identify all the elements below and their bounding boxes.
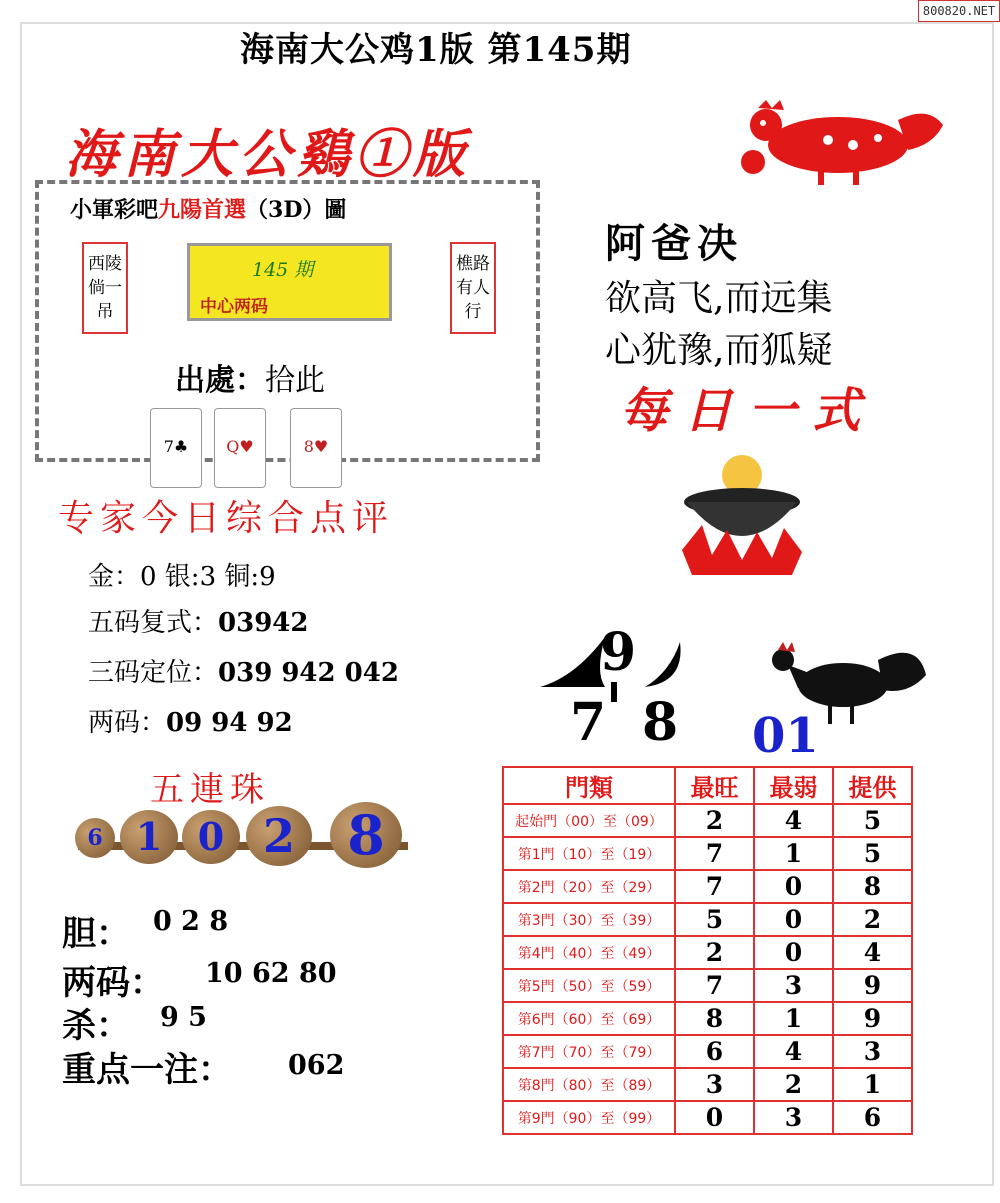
- source-line: [175, 355, 325, 399]
- two-code-line: [88, 702, 293, 739]
- black-rooster-icon: [758, 640, 928, 730]
- table-cell: 7: [675, 969, 754, 1002]
- door-range-cell: 第7門（70）至（79）: [503, 1035, 675, 1068]
- door-range-cell: 第4門（40）至（49）: [503, 936, 675, 969]
- three-code-label: 三码定位：: [88, 658, 219, 688]
- five-code-label: 五码复式：: [88, 608, 219, 638]
- table-row: [503, 837, 912, 870]
- cauldron-cartoon-icon: [672, 440, 812, 580]
- table-cell: 2: [833, 903, 912, 936]
- zd-value: 062: [288, 1050, 345, 1081]
- table-cell: 8: [833, 870, 912, 903]
- three-code-value: 039 942 042: [218, 658, 399, 688]
- table-cell: 0: [754, 936, 833, 969]
- table-row: [503, 936, 912, 969]
- table-cell: 2: [754, 1068, 833, 1101]
- box3d-title-black: 小軍彩吧: [70, 197, 159, 223]
- table-cell: 2: [675, 936, 754, 969]
- table-row: [503, 1002, 912, 1035]
- table-cell: 3: [675, 1068, 754, 1101]
- door-range-cell: 第1門（10）至（19）: [503, 837, 675, 870]
- sha-label: 杀：: [62, 1006, 130, 1046]
- table-header: 提供: [833, 767, 912, 804]
- table-cell: 1: [754, 837, 833, 870]
- left-vertical-label: 西陵倘一吊: [82, 242, 128, 334]
- table-cell: 3: [754, 1101, 833, 1134]
- door-range-cell: 起始門（00）至（09）: [503, 804, 675, 837]
- bead: 1: [120, 810, 178, 864]
- expert-review-title: 专家今日综合点评: [58, 498, 395, 539]
- door-range-cell: 第3門（30）至（39）: [503, 903, 675, 936]
- issue-number: 145 期: [252, 259, 314, 281]
- bead: 0: [182, 810, 240, 864]
- banner-title: 海南大公鷄①版: [65, 124, 472, 185]
- rooster-papercut-icon: [728, 100, 948, 185]
- page-title: 海南大公鸡1版 第145期: [240, 30, 632, 70]
- table-row: [503, 1101, 912, 1134]
- table-row: [503, 804, 912, 837]
- source-value: 拾此: [265, 363, 325, 398]
- door-range-cell: 第6門（60）至（69）: [503, 1002, 675, 1035]
- dan-label: 胆：: [62, 914, 130, 954]
- table-cell: 4: [833, 936, 912, 969]
- door-range-cell: 第8門（80）至（89）: [503, 1068, 675, 1101]
- digit-right: 8: [642, 692, 679, 753]
- table-row: [503, 903, 912, 936]
- source-label: 出處：: [175, 363, 265, 398]
- liang-value: 10 62 80: [205, 958, 337, 989]
- table-cell: 5: [675, 903, 754, 936]
- right-vertical-label: 樵路有人行: [450, 242, 496, 334]
- zd-line: [62, 1042, 232, 1091]
- blue-number: 01: [752, 708, 819, 764]
- door-range-cell: 第5門（50）至（59）: [503, 969, 675, 1002]
- liang-label: 两码：: [62, 963, 164, 1003]
- table-cell: 6: [675, 1035, 754, 1068]
- liang-line: [62, 955, 164, 1004]
- table-cell: 7: [675, 837, 754, 870]
- table-cell: 0: [754, 870, 833, 903]
- zd-label: 重点一注：: [62, 1050, 232, 1090]
- two-code-label: 两码：: [88, 708, 167, 738]
- table-row: [503, 1035, 912, 1068]
- table-header: 最弱: [754, 767, 833, 804]
- five-code-line: [88, 602, 308, 639]
- bead: 6: [75, 818, 115, 858]
- dan-line: [62, 906, 130, 955]
- five-code-value: 03942: [218, 608, 309, 638]
- table-cell: 5: [833, 837, 912, 870]
- table-cell: 5: [833, 804, 912, 837]
- door-range-cell: 第9門（90）至（99）: [503, 1101, 675, 1134]
- daily-formula-title: 每日一式: [620, 383, 877, 439]
- table-cell: 0: [675, 1101, 754, 1134]
- center-two-codes-label: 中心两码: [200, 297, 268, 317]
- three-code-line: [88, 652, 399, 689]
- table-header: 門類: [503, 767, 675, 804]
- five-bead-chain-title: 五連珠: [150, 770, 270, 810]
- table-header-row: [503, 767, 912, 804]
- playing-card: 8♥: [290, 408, 342, 488]
- sha-line: [62, 998, 130, 1047]
- poem-line-1: 欲高飞,而远集: [605, 278, 833, 319]
- table-row: [503, 1068, 912, 1101]
- table-cell: 4: [754, 804, 833, 837]
- table-cell: 4: [754, 1035, 833, 1068]
- table-cell: 0: [754, 903, 833, 936]
- box3d-title-paren: （3D）圖: [246, 197, 347, 223]
- playing-card: Q♥: [214, 408, 266, 488]
- table-row: [503, 969, 912, 1002]
- table-cell: 9: [833, 969, 912, 1002]
- bead: 2: [246, 806, 312, 866]
- table-cell: 1: [754, 1002, 833, 1035]
- digit-top: 9: [600, 622, 637, 683]
- table-header: 最旺: [675, 767, 754, 804]
- box3d-title: [70, 193, 346, 224]
- poem-line-2: 心犹豫,而狐疑: [605, 330, 833, 371]
- table-cell: 6: [833, 1101, 912, 1134]
- table-cell: 3: [754, 969, 833, 1002]
- bead: 8: [330, 802, 402, 868]
- digit-left: 7: [570, 692, 607, 753]
- poem-title: 阿爸决: [605, 220, 743, 267]
- door-stats-table: [502, 766, 913, 1135]
- table-cell: 9: [833, 1002, 912, 1035]
- sha-value: 9 5: [160, 1002, 207, 1033]
- table-cell: 8: [675, 1002, 754, 1035]
- table-cell: 7: [675, 870, 754, 903]
- table-row: [503, 870, 912, 903]
- two-code-value: 09 94 92: [166, 708, 293, 738]
- dan-value: 0 2 8: [153, 906, 229, 937]
- table-body: [503, 804, 912, 1134]
- table-cell: 3: [833, 1035, 912, 1068]
- medals-line: 金：0 银:3 铜:9: [88, 562, 276, 592]
- site-watermark: 800820.NET: [918, 0, 1000, 22]
- door-range-cell: 第2門（20）至（29）: [503, 870, 675, 903]
- table-cell: 2: [675, 804, 754, 837]
- playing-card: 7♣: [150, 408, 202, 488]
- table-cell: 1: [833, 1068, 912, 1101]
- box3d-title-red: 九陽首選: [158, 197, 247, 223]
